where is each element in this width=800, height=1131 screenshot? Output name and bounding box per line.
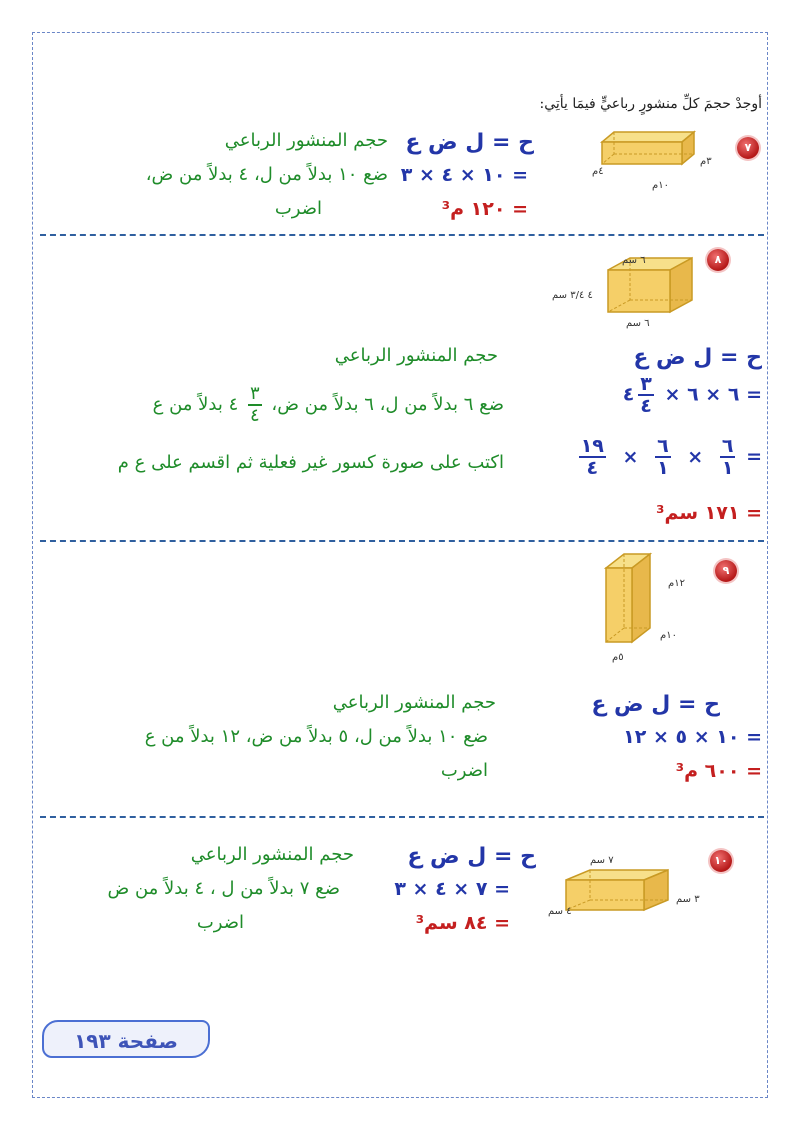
mixed-whole: ٤ (622, 383, 635, 406)
problem-number-badge: ١٠ (710, 850, 732, 872)
section-divider (40, 540, 764, 542)
substitution-step (623, 374, 762, 416)
note-action: اضرب (196, 912, 244, 933)
problem-number-badge: ٨ (707, 249, 729, 271)
substitution-step: = ٧ × ٤ × ٣ (394, 878, 510, 900)
dimension-length: ٧ سم (590, 855, 614, 866)
fraction-numerator: ١٩ (580, 435, 604, 457)
note-substitution: ضع ١٠ بدلاً من ل، ٥ بدلاً من ض، ١٢ بدلاً من ع (144, 726, 488, 747)
dimension-height: ١٢م (668, 578, 685, 589)
section-divider (40, 234, 764, 236)
fraction-term (579, 436, 606, 478)
answer-value: = ٦٠٠ م³ (675, 760, 762, 782)
answer-value: = ١٧١ سم³ (656, 502, 762, 524)
dimension-width: ٤ سم (548, 906, 572, 917)
fraction-denominator: ٤ (640, 395, 652, 417)
dimension-depth: ١٠م (660, 630, 677, 641)
step-factors: = ٦ × ٦ × (664, 383, 762, 406)
problem-number-badge: ٩ (715, 560, 737, 582)
dimension-width: ٤م (592, 166, 604, 177)
mixed-fraction (638, 374, 654, 416)
dimension-top: ٦ سم (622, 255, 646, 266)
fraction-denominator: ٤ (250, 405, 260, 426)
prism-figure-8 (598, 256, 698, 318)
note-action: اضرب (274, 198, 322, 219)
fraction-numerator: ٣ (250, 383, 260, 404)
answer-value: = ١٢٠ م³ (441, 198, 528, 220)
improper-fraction-step: = $\frac{٦}{١}$ × $\frac{٦}{١}$ × $\frac{١٩}{٤}$ (580, 435, 762, 479)
fraction-numerator: ٣ (640, 373, 652, 395)
fraction-numerator: ٦ (721, 435, 734, 457)
section-divider (40, 816, 764, 818)
instruction-text: أوجدْ حجمَ كلِّ منشورٍ رباعيٍّ فيمَا يأتِي: (539, 96, 762, 112)
dimension-width: ٥م (612, 652, 624, 663)
note-substitution: ضع ٧ بدلاً من ل ، ٤ بدلاً من ض (107, 878, 340, 899)
note-substitution-b: ٤ بدلاً من ع (152, 394, 239, 415)
volume-formula: ح = ل ض ع (591, 692, 720, 717)
dimension-height: ٣ سم (676, 894, 700, 905)
prism-figure-7 (592, 128, 702, 188)
prism-figure-10 (560, 866, 674, 918)
note-title: حجم المنشور الرباعي (332, 692, 496, 713)
volume-formula: ح = ل ض ع (405, 130, 534, 155)
dimension-side: ٤ ٣/٤ سم (552, 290, 593, 301)
page-number-label: صفحة ١٩٣ (42, 1020, 210, 1058)
note-title: حجم المنشور الرباعي (334, 345, 498, 366)
fraction-denominator: ١ (657, 457, 669, 479)
substitution-step: = ١٠ × ٤ × ٣ (400, 164, 528, 186)
note-substitution-a: ضع ٦ بدلاً من ل، ٦ بدلاً من ض، (271, 394, 504, 415)
note-action: اضرب (440, 760, 488, 781)
dimension-height: ٣م (700, 156, 712, 167)
answer-value: = ٨٤ سم³ (415, 912, 510, 934)
fraction-term (720, 436, 736, 478)
volume-formula: ح = ل ض ع (407, 844, 536, 869)
note-title: حجم المنشور الرباعي (224, 130, 388, 151)
volume-formula: ح = ل ض ع (633, 345, 762, 370)
fraction-numerator: ٦ (657, 435, 669, 457)
note-convert: اكتب على صورة كسور غير فعلية ثم اقسم على ع م (117, 452, 504, 473)
note-substitution (153, 384, 504, 426)
fraction-term (655, 436, 671, 478)
substitution-step: = ١٠ × ٥ × ١٢ (623, 726, 762, 748)
note-fraction (248, 384, 262, 426)
problem-number-badge: ٧ (737, 137, 759, 159)
fraction-denominator: ٤ (586, 457, 599, 479)
dimension-length: ١٠م (652, 180, 669, 191)
dimension-bottom: ٦ سم (626, 318, 650, 329)
note-title: حجم المنشور الرباعي (190, 844, 354, 865)
fraction-denominator: ١ (721, 457, 734, 479)
note-substitution: ضع ١٠ بدلاً من ل، ٤ بدلاً من ض، (145, 164, 388, 185)
